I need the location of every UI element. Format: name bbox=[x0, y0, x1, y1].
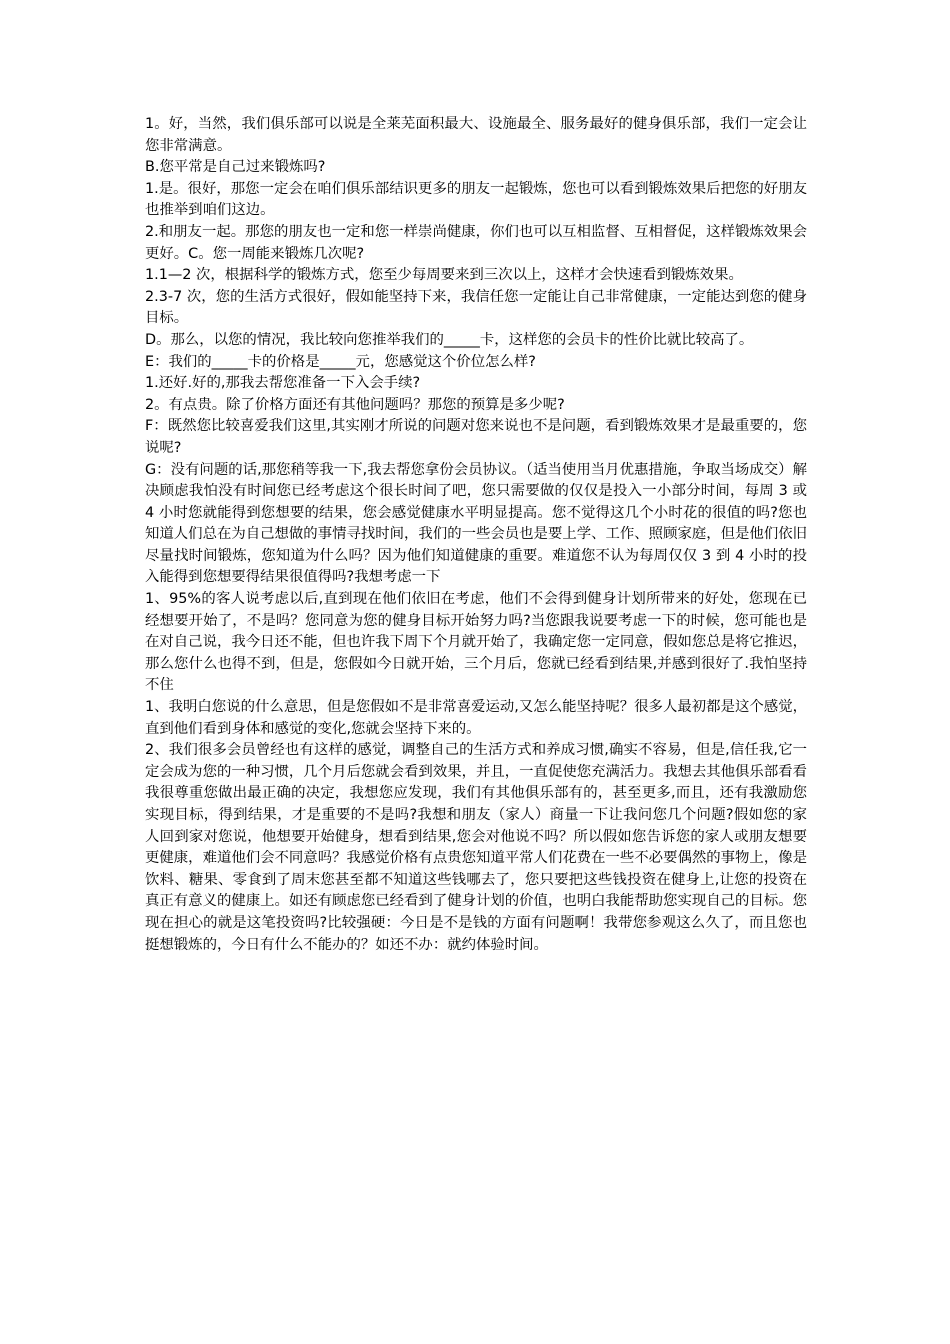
paragraph-7: D。那么，以您的情况，我比较向您推举我们的_____卡，这样您的会员卡的性价比就比较高了。 bbox=[145, 331, 754, 348]
paragraph-13: 1、95%的客人说考虑以后,直到现在他们依旧在考虑，他们不会得到健身计划所带来的好处，您现在已经想要开始了，不是吗？您同意为您的健身目标开始努力吗?当您跟我说要考虑一下的时候，您可能也是在对自己说，我今日还不能，但也许我下周下个月就开始了，我确定您一定同意，假如您总是将它推迟，那么您什么也得不到，但是，您假如今日就开始，三个月后，您就已经看到结果,并感到很好了.我怕坚持不住 bbox=[145, 591, 807, 694]
paragraph-14: 1、我明白您说的什么意思，但是您假如不是非常喜爱运动,又怎么能坚持呢？很多人最初都是这个感觉，直到他们看到身体和感觉的变化,您就会坚持下来的。 bbox=[145, 699, 807, 737]
paragraph-15: 2、我们很多会员曾经也有这样的感觉，调整自己的生活方式和养成习惯,确实不容易，但是,信任我,它一定会成为您的一种习惯，几个月后您就会看到效果，并且，一直促使您充满活力。我想去其他俱乐部看看我很尊重您做出最正确的决定，我想您应发现，我们有其他俱乐部有的，甚至更多,而且，还有我激励您实现目标，得到结果，才是重要的不是吗?我想和朋友（家人）商量一下让我问您几个问题?假如您的家人回到家对您说，他想要开始健身，想看到结果,您会对他说不吗？所以假如您告诉您的家人或朋友想要更健康，难道他们会不同意吗？我感觉价格有点贵您知道平常人们花费在一些不必要偶然的事物上，像是饮料、糖果、零食到了周末您甚至都不知道这些钱哪去了，您只要把这些钱投资在健身上,让您的投资在真正有意义的健康上。如还有顾虑您已经看到了健身计划的价值，也明白我能帮助您实现自己的目标。您现在担心的就是这笔投资吗?比较强硬：今日是不是钱的方面有问题啊！我带您参观这么久了，而且您也挺想锻炼的，今日有什么不能办的？如还不办：就约体验时间。 bbox=[145, 742, 807, 953]
paragraph-2: B.您平常是自己过来锻炼吗? bbox=[145, 159, 326, 176]
paragraph-12: G：没有问题的话,那您稍等我一下,我去帮您拿份会员协议。（适当使用当月优惠措施，争取当场成交）解决顾虑我怕没有时间您已经考虑这个很长时间了吧，您只需要做的仅仅是投入一小部分时间，每周 3 或 4 小时您就能得到您想要的结果，您会感觉健康水平明显提高。您不觉得这几个小时花的很值的吗?您也知道人们总在为自己想做的事情寻找时间，我们的一些会员也是要上学、工作、照顾家庭，但是他们依旧尽量找时间锻炼，您知道为什么吗？因为他们知道健康的重要。难道您不认为每周仅仅 3 到 4 小时的投入能得到您想要得结果很值得吗?我想考虑一下 bbox=[145, 461, 807, 586]
paragraph-5: 1.1—2 次，根据科学的锻炼方式，您至少每周要来到三次以上，这样才会快速看到锻炼效果。 bbox=[145, 267, 743, 284]
paragraph-1: 1。好，当然，我们俱乐部可以说是全莱芜面积最大、设施最全、服务最好的健身俱乐部，我们一定会让您非常满意。 bbox=[145, 116, 807, 154]
paragraph-6: 2.3-7 次，您的生活方式很好，假如能坚持下来，我信任您一定能让自己非常健康，一定能达到您的健身目标。 bbox=[145, 288, 807, 327]
paragraph-10: 2。有点贵。除了价格方面还有其他问题吗？那您的预算是多少呢? bbox=[145, 396, 565, 413]
paragraph-4: 2.和朋友一起。那您的朋友也一定和您一样崇尚健康，你们也可以互相监督、互相督促，这样锻炼效果会更好。C。您一周能来锻炼几次呢? bbox=[145, 223, 807, 262]
paragraph-3: 1.是。很好，那您一定会在咱们俱乐部结识更多的朋友一起锻炼，您也可以看到锻炼效果后把您的好朋友也推举到咱们这边。 bbox=[145, 180, 807, 219]
paragraph-11: F：既然您比较喜爱我们这里,其实刚才所说的问题对您来说也不是问题，看到锻炼效果才是最重要的，您说呢? bbox=[145, 418, 807, 456]
paragraph-9: 1.还好.好的,那我去帮您准备一下入会手续? bbox=[145, 375, 421, 392]
document-body bbox=[145, 114, 807, 956]
paragraph-8: E：我们的_____卡的价格是_____元，您感觉这个价位怎么样? bbox=[145, 353, 536, 370]
